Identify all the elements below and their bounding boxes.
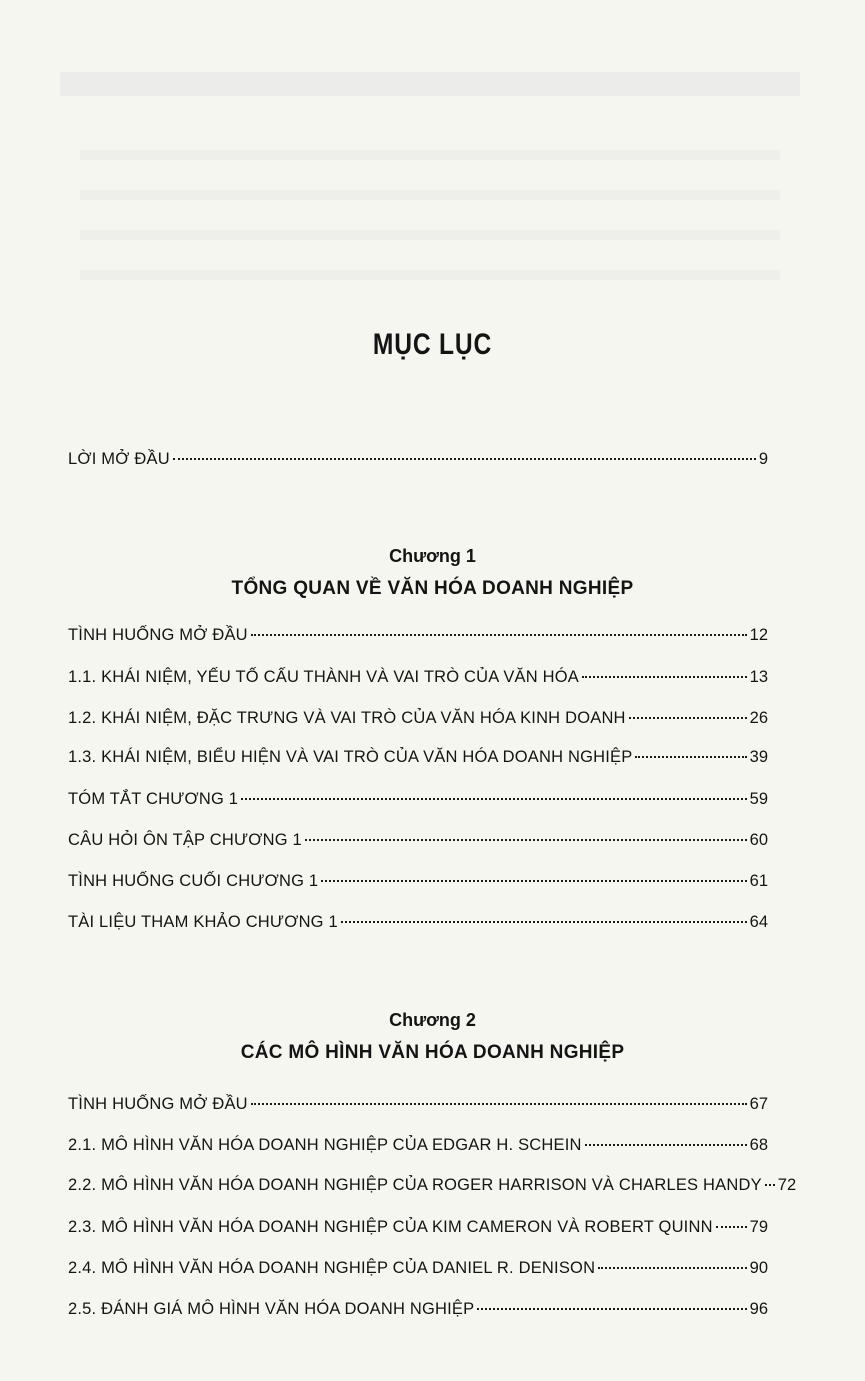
toc-entry[interactable]: [68, 1134, 768, 1156]
toc-entry[interactable]: [68, 788, 768, 810]
dot-leader: [305, 839, 747, 841]
chapter-2-title: CÁC MÔ HÌNH VĂN HÓA DOANH NGHIỆP: [240, 1042, 625, 1063]
toc-entry-page: 72: [777, 1176, 797, 1194]
show-through-header: [60, 72, 800, 96]
toc-entry-page: 12: [749, 626, 768, 644]
dot-leader: [765, 1184, 775, 1186]
toc-entry-intro[interactable]: [68, 448, 768, 470]
toc-entry[interactable]: [68, 707, 768, 729]
toc-entry-page: 96: [749, 1300, 768, 1318]
toc-entry-page: 90: [749, 1259, 768, 1277]
toc-entry[interactable]: [68, 829, 768, 851]
toc-entry-label: 1.3. KHÁI NIỆM, BIỂU HIỆN VÀ VAI TRÒ CỦA VĂN HÓA DOANH NGHIỆP: [68, 748, 633, 766]
toc-entry[interactable]: [68, 1216, 768, 1238]
show-through-line: [80, 150, 780, 160]
toc-entry-label: 2.4. MÔ HÌNH VĂN HÓA DOANH NGHIỆP CỦA DANIEL R. DENISON: [68, 1259, 596, 1277]
toc-entry-label: 2.2. MÔ HÌNH VĂN HÓA DOANH NGHIỆP CỦA ROGER HARRISON VÀ CHARLES HANDY: [68, 1176, 762, 1194]
toc-entry-label: LỜI MỞ ĐẦU: [68, 450, 170, 468]
toc-entry-label: CÂU HỎI ÔN TẬP CHƯƠNG 1: [68, 831, 302, 849]
dot-leader: [598, 1267, 746, 1269]
chapter-1-title: TỔNG QUAN VỀ VĂN HÓA DOANH NGHIỆP: [231, 578, 634, 599]
toc-entry-page: 68: [749, 1136, 768, 1154]
dot-leader: [629, 717, 747, 719]
dot-leader: [321, 880, 746, 882]
toc-entry[interactable]: [68, 911, 768, 933]
dot-leader: [251, 634, 747, 636]
dot-leader: [173, 458, 756, 460]
toc-entry-page: 9: [758, 450, 768, 468]
show-through-line: [80, 190, 780, 200]
toc-entry-page: 13: [749, 668, 768, 686]
toc-entry-label: TÀI LIỆU THAM KHẢO CHƯƠNG 1: [68, 913, 338, 931]
dot-leader: [251, 1103, 747, 1105]
dot-leader: [582, 676, 747, 678]
toc-entry[interactable]: [68, 746, 768, 768]
toc-entry-label: 1.2. KHÁI NIỆM, ĐẶC TRƯNG VÀ VAI TRÒ CỦA VĂN HÓA KINH DOANH: [68, 709, 626, 727]
toc-entry-label: 2.3. MÔ HÌNH VĂN HÓA DOANH NGHIỆP CỦA KIM CAMERON VÀ ROBERT QUINN: [68, 1218, 713, 1236]
toc-entry-label: TÌNH HUỐNG MỞ ĐẦU: [68, 1095, 248, 1113]
show-through-line: [80, 270, 780, 280]
toc-entry-page: 39: [749, 748, 768, 766]
toc-entry[interactable]: [68, 624, 768, 646]
dot-leader: [477, 1308, 746, 1310]
toc-entry-page: 59: [749, 790, 768, 808]
toc-entry-page: 26: [749, 709, 768, 727]
dot-leader: [341, 921, 747, 923]
toc-entry[interactable]: [68, 1093, 768, 1115]
toc-entry-page: 61: [749, 872, 768, 890]
toc-entry-page: 67: [749, 1095, 768, 1113]
dot-leader: [716, 1226, 747, 1228]
show-through-line: [80, 230, 780, 240]
page-title: MỤC LỤC: [372, 328, 493, 361]
toc-entry[interactable]: [68, 1298, 768, 1320]
dot-leader: [635, 756, 746, 758]
toc-entry-label: TÌNH HUỐNG CUỐI CHƯƠNG 1: [68, 872, 319, 890]
toc-entry-label: TÌNH HUỐNG MỞ ĐẦU: [68, 626, 248, 644]
toc-entry-page: 79: [749, 1218, 768, 1236]
toc-entry[interactable]: [68, 1257, 768, 1279]
toc-entry[interactable]: [68, 870, 768, 892]
toc-entry-label: 1.1. KHÁI NIỆM, YẾU TỐ CẤU THÀNH VÀ VAI TRÒ CỦA VĂN HÓA: [68, 668, 580, 686]
toc-entry[interactable]: [68, 1174, 797, 1196]
toc-entry-page: 64: [749, 913, 768, 931]
toc-entry-label: 2.1. MÔ HÌNH VĂN HÓA DOANH NGHIỆP CỦA EDGAR H. SCHEIN: [68, 1136, 582, 1154]
toc-entry-label: 2.5. ĐÁNH GIÁ MÔ HÌNH VĂN HÓA DOANH NGHIỆP: [68, 1300, 475, 1318]
toc-entry[interactable]: [68, 666, 768, 688]
dot-leader: [585, 1144, 747, 1146]
chapter-1-number: Chương 1: [389, 546, 476, 566]
dot-leader: [241, 798, 746, 800]
chapter-2-number: Chương 2: [389, 1010, 476, 1030]
toc-entry-label: TÓM TẮT CHƯƠNG 1: [68, 790, 239, 808]
toc-entry-page: 60: [749, 831, 768, 849]
